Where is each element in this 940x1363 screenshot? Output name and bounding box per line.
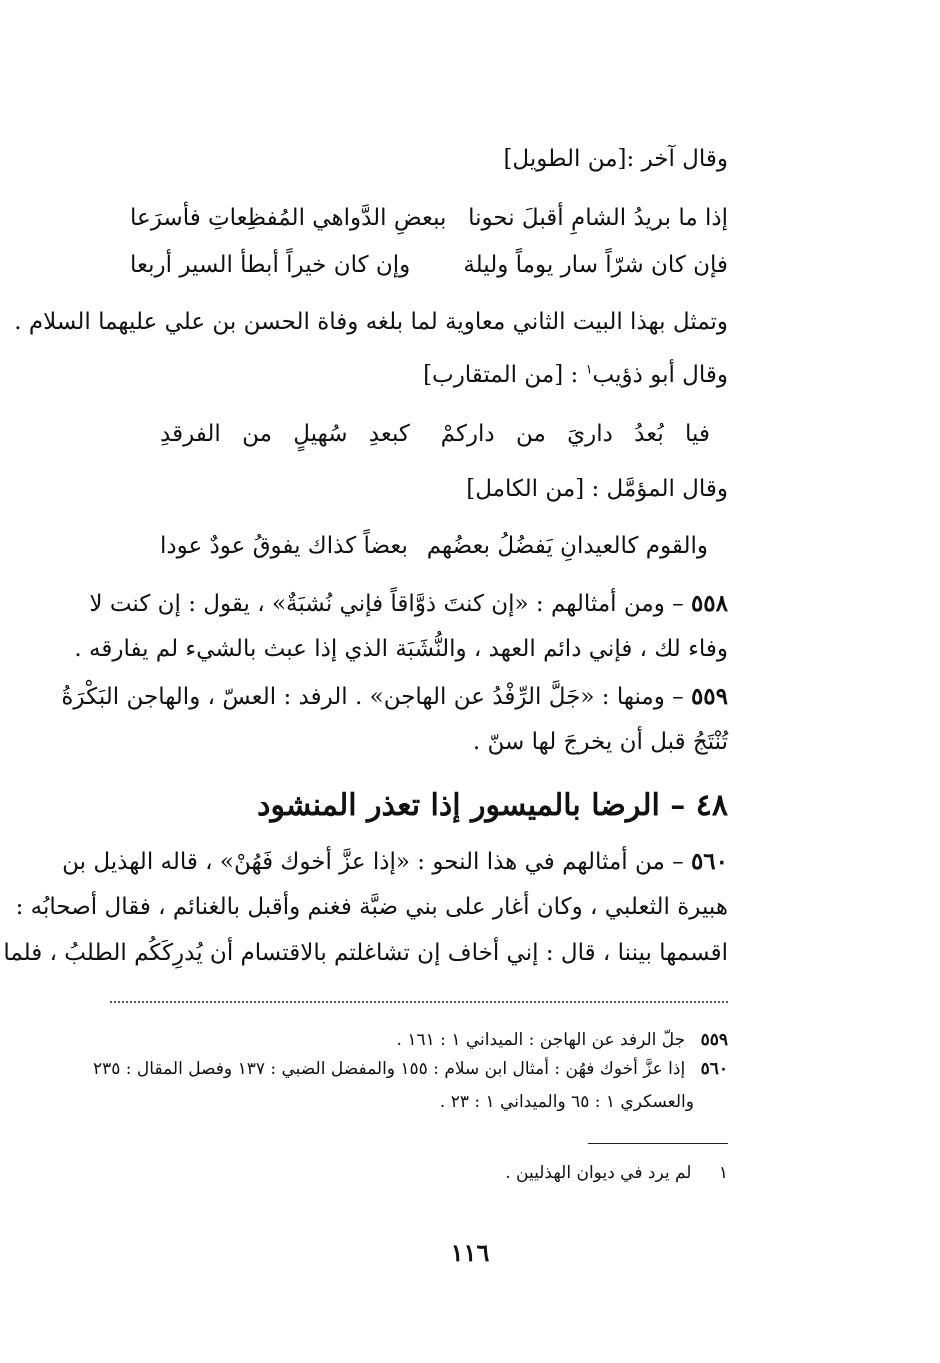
verse-3-left: بعضاً كذاك يفوقُ عودٌ عودا bbox=[160, 533, 408, 559]
proverb-559-line-2: تُنْتَجُ قبل أن يخرجَ لها سنّ . bbox=[472, 729, 728, 755]
section-heading: ٤٨ – الرضا بالميسور إذا تعذر المنشود bbox=[257, 788, 728, 823]
verse-1b-left: وإن كان خيراً أبطأ السير أربعا bbox=[130, 252, 411, 278]
verse-1b-right: فإن كان شرّاً سار يوماً وليلة bbox=[463, 252, 728, 278]
proverb-560-number: ٥٦٠ bbox=[690, 848, 728, 875]
proverb-558-number: ٥٥٨ bbox=[690, 590, 728, 617]
proverb-560-line-3: اقسمها بيننا ، قال : إني أخاف إن تشاغلتم بالاقتسام أن يُدرِكَكُم الطلبُ ، فلما bbox=[3, 940, 728, 966]
source-note-560 bbox=[93, 1059, 728, 1079]
poem-intro-3: وقال المؤمَّل : [من الكامل] bbox=[466, 476, 728, 502]
source-note-559 bbox=[397, 1030, 728, 1050]
source-note-560-text-1: إذا عزَّ أخوك فهُن : أمثال ابن سلام : ١٥٥ والمفضل الضبي : ١٣٧ وفصل المقال : ٢٣٥ bbox=[92, 1059, 686, 1079]
source-note-560-line-2: والعسكري ١ : ٦٥ والميداني ١ : ٢٣ . bbox=[439, 1092, 694, 1112]
source-note-560-number: ٥٦٠ bbox=[700, 1059, 728, 1079]
proverb-559-line-1 bbox=[61, 683, 728, 712]
poem-intro-2-text: وقال أبو ذؤيب bbox=[592, 362, 728, 388]
proverb-558-line-2: وفاء لك ، فإني دائم العهد ، والنُّشَبَة الذي إذا عبث بالشيء لم يفارقه . bbox=[74, 636, 728, 662]
footnote-1-text: لم يرد في ديوان الهذليين . bbox=[505, 1163, 692, 1183]
proverb-558-line-1 bbox=[89, 590, 728, 619]
verse-2-right: فيا بُعدُ داريَ من داركمْ bbox=[440, 421, 710, 447]
poem-intro-1: وقال آخر :[من الطويل] bbox=[503, 146, 728, 172]
note-1: وتمثل بهذا البيت الثاني معاوية لما بلغه وفاة الحسن بن علي عليهما السلام . bbox=[14, 309, 728, 335]
proverb-560-text-1: – من أمثالهم في هذا النحو : «إذا عزَّ أخوك فَهُنْ» ، قاله الهذيل بن bbox=[62, 849, 684, 875]
proverb-560-line-1 bbox=[62, 848, 728, 877]
verse-1a-right: إذا ما بريدُ الشامِ أقبلَ نحونا bbox=[468, 205, 728, 231]
source-note-559-text: جلّ الرفد عن الهاجن : الميداني ١ : ١٦١ . bbox=[396, 1030, 686, 1050]
proverb-559-number: ٥٥٩ bbox=[690, 683, 728, 710]
verse-1a-left: ببعضِ الدَّواهي المُفظِعاتِ فأسرَعا bbox=[130, 205, 447, 231]
proverb-559-text-1: – ومنها : «جَلَّ الرِّفْدُ عن الهاجن» . الرفد : العسّ ، والهاجن البَكْرَةُ bbox=[61, 684, 684, 710]
verse-2-left: كبعدِ سُهيلٍ من الفرقدِ bbox=[160, 421, 410, 447]
footnote-ref-1: ١ bbox=[585, 362, 593, 378]
footnote-1-number: ١ bbox=[718, 1163, 728, 1183]
proverb-560-line-2: هبيرة الثعلبي ، وكان أغار على بني ضبَّة فغنم وأقبل بالغنائم ، فقال أصحابُه : bbox=[15, 894, 728, 920]
notes-divider bbox=[110, 1001, 728, 1003]
page-number: ١١٦ bbox=[450, 1238, 490, 1267]
poem-intro-2-meter: : [من المتقارب] bbox=[423, 362, 579, 388]
source-note-559-number: ٥٥٩ bbox=[700, 1030, 728, 1050]
footnote-rule bbox=[588, 1143, 728, 1144]
verse-3-right: والقوم كالعيدانِ يَفضُلُ بعضُهم bbox=[426, 533, 708, 559]
footnote-1 bbox=[505, 1163, 728, 1183]
poem-intro-2 bbox=[212, 362, 728, 390]
proverb-558-text-1: – ومن أمثالهم : «إن كنتَ ذوَّاقاً فإني نُشبَةٌ» ، يقول : إن كنت لا bbox=[89, 591, 684, 617]
